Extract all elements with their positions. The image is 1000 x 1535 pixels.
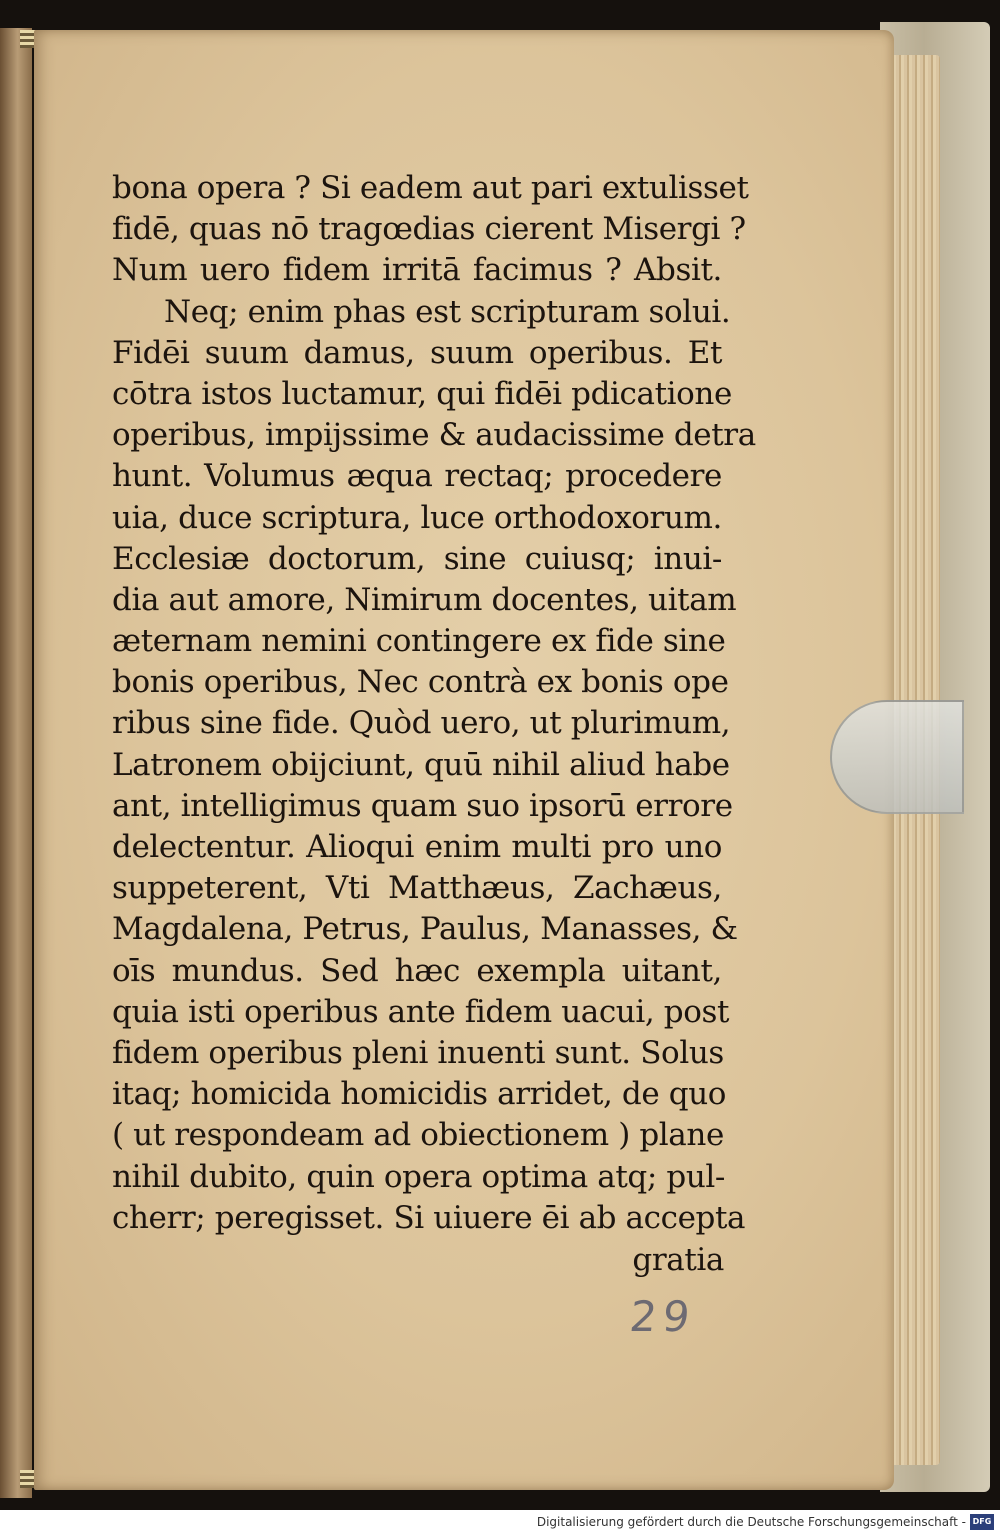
credit-text: Digitalisierung gefördert durch die Deutsche Forschungsgemeinschaft - xyxy=(536,1515,966,1529)
text-line: Magdalena, Petrus, Paulus, Manasses, & xyxy=(112,911,738,948)
text-line: nihil dubito, quin opera optima atq; pul- xyxy=(112,1158,725,1195)
text-line: ( ut respondeam ad obiectionem ) plane xyxy=(112,1117,724,1154)
text-block xyxy=(112,168,756,1239)
text-line: suppeterent, Vti Matthæus, Zachæus, xyxy=(112,870,722,907)
text-line: delectentur. Alioqui enim multi pro uno xyxy=(112,829,722,865)
text-line: Fidēi suum damus, suum operibus. Et xyxy=(112,334,722,371)
text-line: uia, duce scriptura, luce orthodoxorum. xyxy=(112,499,722,536)
text-line: dia aut amore, Nimirum docentes, uitam xyxy=(112,581,737,618)
text-line: Ecclesiæ doctorum, sine cuiusq; inui- xyxy=(112,540,722,577)
text-line: cherr; peregisset. Si uiuere ēi ab accepta xyxy=(112,1199,746,1236)
left-page-edge xyxy=(0,28,32,1498)
text-line: æternam nemini contingere ex fide sine xyxy=(112,623,726,660)
text-line: operibus, impijssime & audacissime detra xyxy=(112,417,756,454)
catchword: gratia xyxy=(632,1242,724,1278)
text-line: itaq; homicida homicidis arridet, de quo xyxy=(112,1076,727,1113)
text-line: fidē, quas nō tragœdias cierent Misergi ? xyxy=(112,211,746,248)
text-line: bonis operibus, Nec contrà ex bonis ope xyxy=(112,664,729,701)
book-page xyxy=(34,30,894,1490)
credit-bar xyxy=(0,1510,1000,1535)
text-line: hunt. Volumus æqua rectaq; procedere xyxy=(112,458,722,495)
text-line: Latronem obijciunt, quū nihil aliud habe xyxy=(112,746,730,783)
text-line: ribus sine fide. Quòd uero, ut plurimum, xyxy=(112,705,731,742)
text-line: oīs mundus. Sed hæc exempla uitant, xyxy=(112,952,722,989)
dfg-logo-icon: DFG xyxy=(970,1514,994,1530)
text-line: cōtra istos luctamur, qui fidēi pdicatione xyxy=(112,375,732,412)
clasp-clip xyxy=(830,700,964,814)
text-line: Num uero fidem irritā facimus ? Absit. xyxy=(112,252,722,289)
text-line: bona opera ? Si eadem aut pari extulisset xyxy=(112,170,749,206)
text-line: ant, intelligimus quam suo ipsorū errore xyxy=(112,787,733,824)
text-line: quia isti operibus ante fidem uacui, post xyxy=(112,993,730,1030)
text-line: Neq; enim phas est scripturam solui. xyxy=(164,293,731,330)
text-line: fidem operibus pleni inuenti sunt. Solus xyxy=(112,1034,724,1071)
folio-number: 29 xyxy=(627,1292,699,1341)
